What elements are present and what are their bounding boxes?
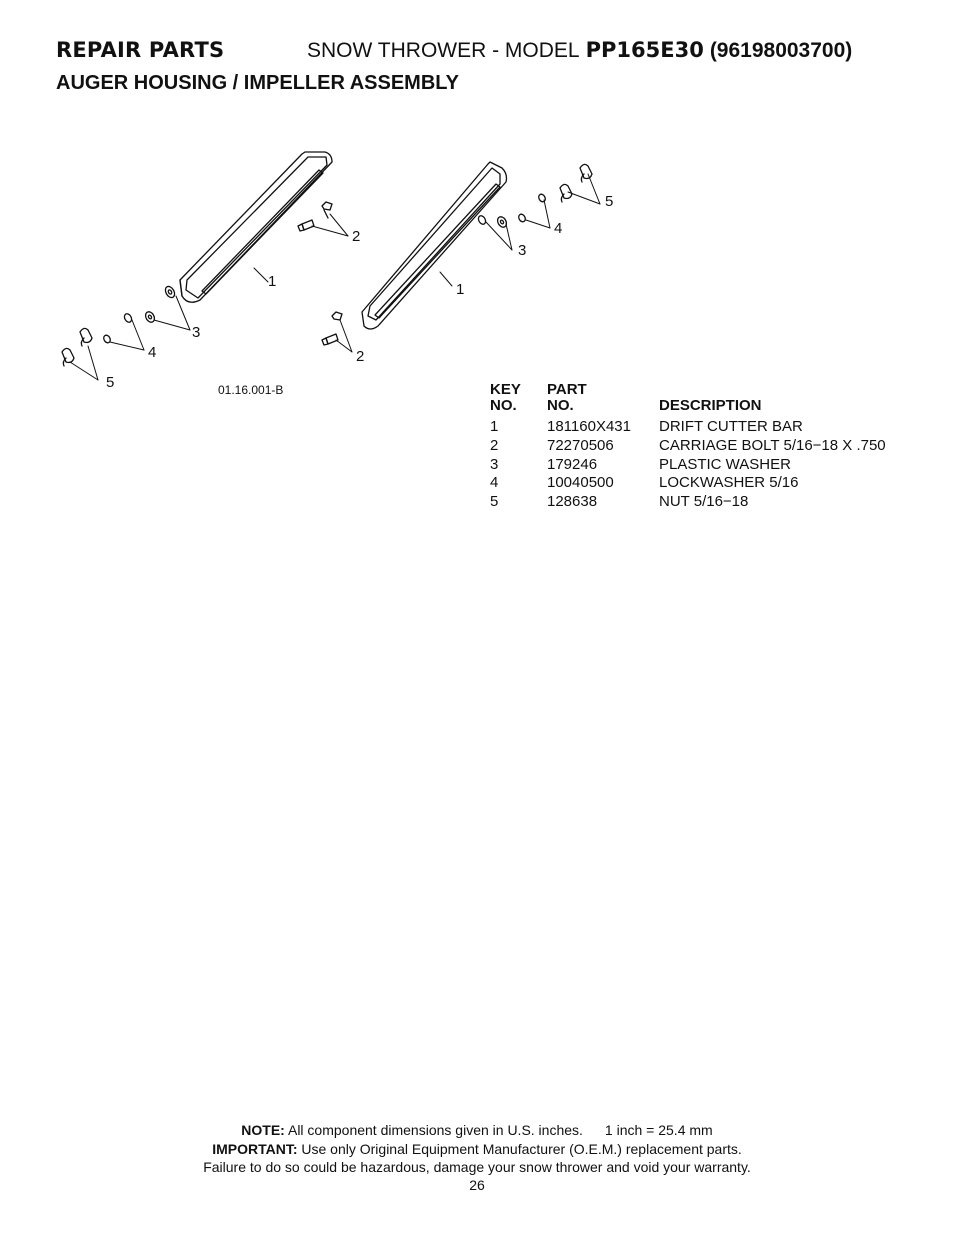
callout-4-left: 4: [148, 344, 157, 361]
footer-important: [0, 1141, 954, 1157]
callout-5-right: 5: [605, 193, 614, 210]
key-cell: 5: [490, 493, 499, 510]
table-row: [490, 493, 910, 512]
key-header-line1: KEY: [490, 381, 521, 398]
key-cell: 2: [490, 437, 499, 454]
description-cell: PLASTIC WASHER: [659, 456, 791, 473]
model-line: [307, 38, 852, 63]
callout-3-left: 3: [192, 324, 201, 341]
description-cell: DRIFT CUTTER BAR: [659, 418, 803, 435]
part-cell: 128638: [547, 493, 598, 510]
callout-2-left: 2: [352, 228, 361, 245]
model-number: (96198003700): [709, 39, 853, 62]
callout-1-left: 1: [268, 273, 277, 290]
table-header: [490, 382, 910, 416]
table-row: [490, 474, 910, 493]
drift-cutter-bar-right: [362, 162, 507, 329]
key-cell: 1: [490, 418, 499, 435]
key-cell: 4: [490, 474, 499, 491]
page-header: [56, 38, 916, 66]
part-header-line1: PART: [547, 381, 587, 398]
description-header: DESCRIPTION: [659, 397, 762, 414]
figure-code: 01.16.001-B: [218, 383, 284, 397]
note-label: NOTE:: [241, 1122, 285, 1138]
callout-2-right: 2: [356, 348, 365, 365]
part-cell: 179246: [547, 456, 598, 473]
note-conversion: 1 inch = 25.4 mm: [604, 1122, 713, 1138]
description-cell: LOCKWASHER 5/16: [659, 474, 799, 491]
part-cell: 72270506: [547, 437, 614, 454]
assembly-title: AUGER HOUSING / IMPELLER ASSEMBLY: [56, 72, 460, 94]
footer-warning: Failure to do so could be hazardous, damage your snow thrower and void your warranty.: [203, 1159, 751, 1175]
callout-4-right: 4: [554, 220, 563, 237]
important-label: IMPORTANT:: [212, 1141, 298, 1157]
model-label: SNOW THROWER - MODEL: [307, 39, 580, 62]
key-header-line2: NO.: [490, 397, 517, 414]
table-row: [490, 456, 910, 475]
important-text: Use only Original Equipment Manufacturer (O.E.M.) replacement parts.: [301, 1141, 742, 1157]
footer-note: [0, 1122, 954, 1138]
description-cell: NUT 5/16−18: [659, 493, 749, 510]
hardware-left: [62, 202, 332, 366]
callout-1-right: 1: [456, 281, 465, 298]
model-code: PP165E30: [585, 38, 704, 62]
note-text: All component dimensions given in U.S. inches.: [287, 1122, 583, 1138]
drift-cutter-bar-left: [180, 152, 332, 302]
exploded-diagram: [40, 140, 680, 400]
section-title: REPAIR PARTS: [56, 38, 225, 62]
table-row: [490, 437, 910, 456]
page-number: 26: [469, 1177, 485, 1193]
table-row: [490, 418, 910, 437]
part-cell: 181160X431: [547, 418, 631, 435]
description-cell: CARRIAGE BOLT 5/16−18 X .750: [659, 437, 886, 454]
callout-5-left: 5: [106, 374, 115, 391]
callout-3-right: 3: [518, 242, 527, 259]
part-header-line2: NO.: [547, 397, 574, 414]
part-cell: 10040500: [547, 474, 614, 491]
key-cell: 3: [490, 456, 499, 473]
